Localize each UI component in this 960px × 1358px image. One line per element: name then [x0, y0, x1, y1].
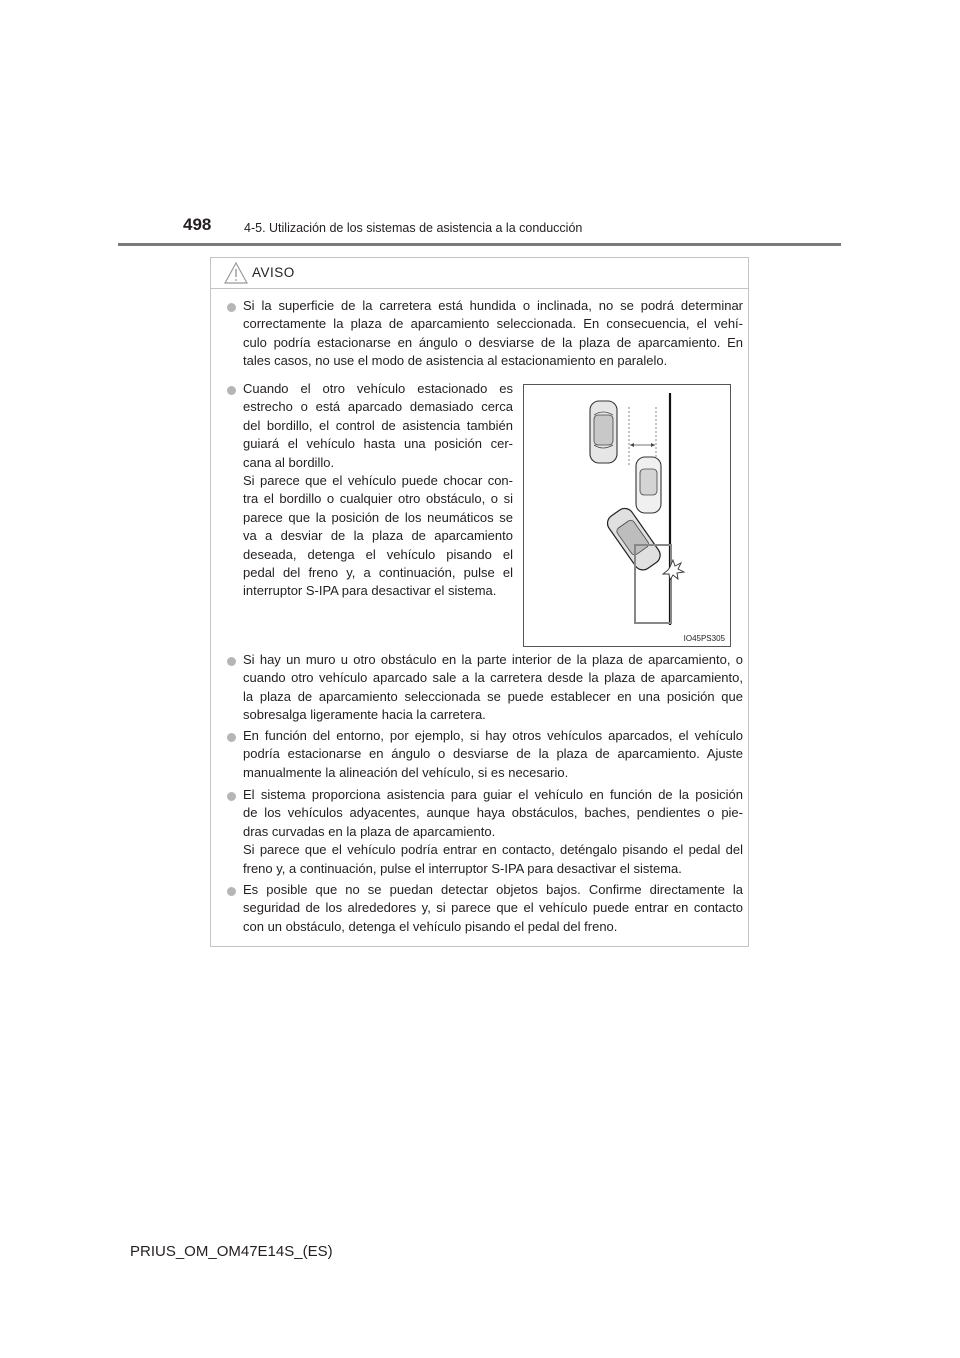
text-line: Es posible que no se puedan detectar objetos bajos. Confirme directamente la — [243, 882, 743, 897]
text-line: El sistema proporciona asistencia para guiar el vehículo en función de la posición — [243, 787, 743, 802]
parked-car-icon — [590, 401, 617, 463]
text-line: cana al bordillo. — [243, 454, 335, 470]
text-line: freno y, a continuación, pulse el interruptor S-IPA para desactivar el sistema. — [243, 860, 682, 876]
text-line: estrecho o está aparcado demasiado cerca — [243, 399, 513, 415]
warning-header — [211, 258, 748, 289]
text-line: Cuando el otro vehículo estacionado es — [243, 381, 513, 396]
page-number: 498 — [183, 215, 212, 234]
text-line: tales casos, no use el modo de asistencia al estacionamiento en paralelo. — [243, 353, 668, 369]
impact-icon — [663, 560, 684, 580]
text-line: Si hay un muro u otro obstáculo en la parte interior de la plaza de aparcamiento, o — [243, 652, 743, 667]
parking-diagram — [524, 385, 730, 646]
bullet-icon — [227, 657, 236, 666]
bullet-icon — [227, 792, 236, 801]
text-line: Si parece que el vehículo podría entrar en contacto, deténgalo pisando el pedal del — [243, 842, 743, 858]
bullet-icon — [227, 303, 236, 312]
parking-illustration — [523, 384, 731, 647]
text-line: cuando otro vehículo aparcado sale a la carretera desde la plaza de aparcamiento, — [243, 670, 743, 686]
header-divider — [118, 243, 841, 246]
text-line: seguridad de los alrededores y, si parece que el vehículo puede entrar en contacto — [243, 900, 743, 916]
text-line: parece que la posición de los neumáticos se — [243, 509, 513, 525]
figure-code: IO45PS305 — [683, 634, 725, 643]
text-line: sobresalga ligeramente hacia la carretera. — [243, 707, 486, 723]
text-line: tra el bordillo o cualquier otro obstáculo, o si — [243, 491, 513, 507]
text-line: En función del entorno, por ejemplo, si hay otros vehículos aparcados, el vehículo — [243, 728, 743, 743]
warning-item-4 — [243, 727, 743, 782]
warning-item-3 — [243, 651, 743, 725]
text-line: culo podría estacionarse en ángulo o desviarse de la plaza de aparcamiento. En — [243, 334, 743, 350]
text-line: Si parece que el vehículo puede chocar con- — [243, 473, 513, 489]
text-line: va a desviar de la plaza de aparcamiento — [243, 528, 513, 544]
warning-triangle-icon — [224, 262, 248, 284]
text-line: Si la superficie de la carretera está hundida o inclinada, no se podrá determinar — [243, 298, 743, 313]
text-line: con un obstáculo, detenga el vehículo pisando el pedal del freno. — [243, 918, 618, 934]
warning-title: AVISO — [252, 265, 295, 280]
warning-item-6 — [243, 881, 743, 936]
text-line: guiará el vehículo hasta una posición cer- — [243, 436, 513, 452]
text-line: pedal del freno y, a continuación, pulse el — [243, 565, 513, 581]
text-line: interruptor S-IPA para desactivar el sistema. — [243, 583, 497, 599]
text-line: deseada, detenga el vehículo pisando el — [243, 546, 513, 562]
section-title: 4-5. Utilización de los sistemas de asistencia a la conducción — [244, 221, 583, 235]
warning-item-2 — [243, 380, 513, 601]
bullet-icon — [227, 733, 236, 742]
text-line: la plaza de aparcamiento seleccionada se puede establecer en una posición que — [243, 688, 743, 704]
bullet-icon — [227, 386, 236, 395]
text-line: del bordillo, el control de asistencia también — [243, 417, 513, 433]
text-line: podría estacionarse en ángulo o desviarse de la plaza de aparcamiento. Ajuste — [243, 746, 743, 762]
text-line: manualmente la alineación del vehículo, si es necesario. — [243, 764, 569, 780]
warning-item-5 — [243, 786, 743, 878]
bullet-icon — [227, 887, 236, 896]
text-line: correctamente la plaza de aparcamiento seleccionada. En consecuencia, el vehí- — [243, 316, 743, 332]
text-line: de los vehículos adyacentes, aunque haya obstáculos, baches, pendientes o pie- — [243, 805, 743, 821]
text-line: dras curvadas en la plaza de aparcamiento. — [243, 823, 496, 839]
parked-car-icon — [636, 457, 661, 513]
maneuvering-car-icon — [604, 505, 664, 573]
warning-item-1 — [243, 297, 743, 371]
document-id: PRIUS_OM_OM47E14S_(ES) — [130, 1243, 333, 1260]
